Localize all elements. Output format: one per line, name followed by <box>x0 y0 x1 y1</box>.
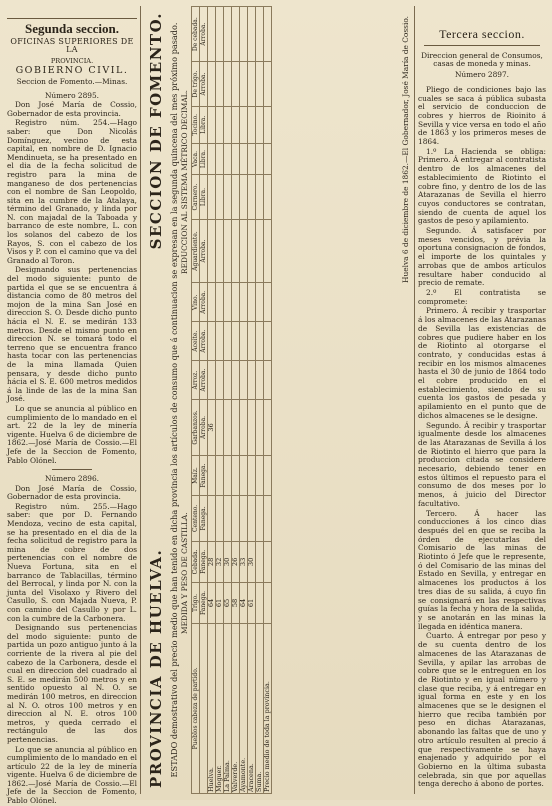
value-cell <box>216 7 224 62</box>
unit-header: Fanega. <box>200 496 208 541</box>
value-cell <box>240 400 248 456</box>
value-cell <box>232 143 240 175</box>
value-cell <box>248 455 256 495</box>
column-header: Cebada. <box>192 541 200 583</box>
pueblo-cell: La Palma. <box>224 623 232 793</box>
unit-header: Libra. <box>200 175 208 219</box>
value-cell <box>240 62 248 106</box>
value-cell: 65 <box>224 583 232 623</box>
value-cell <box>208 283 216 322</box>
value-cell <box>224 283 232 322</box>
value-cell <box>256 361 264 400</box>
value-cell <box>264 283 272 322</box>
column-header: Centeno. <box>192 496 200 541</box>
value-cell <box>216 361 224 400</box>
office-heading: OFICINAS SUPERIORES DE LA <box>10 36 134 55</box>
value-cell <box>208 322 216 361</box>
direction-heading: Direccion general de Consumos, casas de moneda y minas. <box>421 50 543 69</box>
seccion-heading: Seccion de Fomento.—Minas. <box>16 76 128 86</box>
value-cell: 61 <box>216 583 224 623</box>
value-cell <box>256 62 264 106</box>
value-cell <box>248 400 256 456</box>
value-cell <box>208 361 216 400</box>
value-cell <box>264 7 272 62</box>
value-cell <box>264 219 272 283</box>
value-cell <box>256 322 264 361</box>
notice-paragraph: Don José María de Cossio, Gobernador de esta provincia. <box>7 100 137 118</box>
value-cell <box>240 175 248 219</box>
value-cell <box>216 106 224 143</box>
value-cell: 64 <box>208 583 216 623</box>
value-cell: 28 <box>208 541 216 583</box>
value-cell <box>248 143 256 175</box>
summary-row <box>256 7 264 794</box>
value-cell <box>264 322 272 361</box>
column-header: De trigo. <box>192 62 200 106</box>
value-cell <box>248 62 256 106</box>
table-title-bar <box>143 6 169 794</box>
notice-paragraph: Registro núm. 254.—Hago saber: que Don Nicolás Domínguez, vecino de esta capital, en nombre de D. Ignacio Mendinueta, se ha presentado en el dia de la fecha solicitud de registro para la mina de manganeso de dos pertenencias con el nombre de San Leopoldo, sita en la cumbre de la Atalaya, término del Granado, y linda por N. con majadal de la Taboada y barranco de este nombre, L. con los solanos del cabezo de los Rayos, S. con el cabezo de los Visos y P. con el camino que va del Granado al Toron. <box>7 118 137 265</box>
value-cell <box>208 143 216 175</box>
medida-right: REDUCCION AL SISTEMA MÉTRICO DECIMAL. <box>180 90 189 274</box>
value-cell <box>216 496 224 541</box>
column-header: Aceite. <box>192 322 200 361</box>
unit-header: Fanega. <box>200 541 208 583</box>
table-subtitle: ESTADO demostrativo del precio medio que han tenido en dicha provincia los artículos de consumo que á continuacion se expresan en la segunda quincena del mes próximo pasado. <box>169 22 179 778</box>
value-cell <box>248 7 256 62</box>
value-cell <box>232 219 240 283</box>
value-cell <box>216 219 224 283</box>
value-cell <box>216 322 224 361</box>
value-cell <box>224 62 232 106</box>
value-cell <box>232 361 240 400</box>
notice-paragraph: Lo que se anuncia al público en cumplimiento de lo mandado en el art. 22 de la ley de minería vigente. Huelva 6 de diciembre de 1862.—José María de Cossio.—El Jefe de la Seccion de Fomento, Pablo Olónel. <box>7 403 137 465</box>
value-cell <box>208 7 216 62</box>
section-title: Segunda seccion. <box>7 18 137 34</box>
unit-header: Arroba. <box>200 283 208 322</box>
value-cell <box>232 496 240 541</box>
value-cell <box>216 400 224 456</box>
value-cell <box>264 496 272 541</box>
fomento-title: SECCION DE FOMENTO. <box>147 12 165 250</box>
notice-number: Número 2896. <box>44 474 100 484</box>
value-cell <box>208 496 216 541</box>
value-cell <box>264 400 272 456</box>
notice-paragraph: Don José María de Cossio, Gobernador de esta provincia. <box>7 483 137 502</box>
value-cell <box>256 106 264 143</box>
value-cell <box>208 455 216 495</box>
value-cell <box>240 283 248 322</box>
value-cell: 30 <box>248 541 256 583</box>
column-header: Trigo. <box>192 583 200 623</box>
value-cell <box>248 361 256 400</box>
notice-paragraph: Pliego de condiciones bajo las cuales se saca á pública subasta el servicio de conduccion de cobres y hierros de Rioinito á Sevilla y vice versa en todo el año de 1863 y los primeros meses de 1864. <box>418 84 546 147</box>
header-row <box>192 7 200 794</box>
value-cell <box>248 496 256 541</box>
column-header: De cebada. <box>192 7 200 62</box>
value-cell: 30 <box>224 541 232 583</box>
table-row <box>248 7 256 794</box>
value-cell <box>232 322 240 361</box>
summary-row <box>264 7 272 794</box>
value-cell <box>232 283 240 322</box>
value-cell <box>232 7 240 62</box>
value-cell <box>256 7 264 62</box>
notice-paragraph: Designando sus pertenencias del modo siguiente: punto de partida el que se se encuentra á distancia como de 80 metros del mojon de la mina San José en direccion S. O. Desde dicho punto hácia el N. E. se medirán 133 metros. Desde el mismo punto en direccion N. se tomará todo el terreno que se encuentra franco hasta tocar con las pertenencias de la mina llamada Quien pensara, y desde dicho punto hácia el S. E. 600 metros medidos á la linde de las de la mina San José. <box>7 265 137 404</box>
unit-header: Arroba. <box>200 219 208 283</box>
value-cell <box>216 62 224 106</box>
value-cell <box>224 400 232 456</box>
value-cell <box>240 7 248 62</box>
value-cell <box>208 175 216 219</box>
province-title: PROVINCIA DE HUELVA. <box>147 548 165 788</box>
value-cell <box>248 283 256 322</box>
column-header: Pueblos cabeza de partido. <box>192 623 200 793</box>
value-cell <box>224 143 232 175</box>
unit-header: Arroba. <box>200 322 208 361</box>
value-cell <box>224 322 232 361</box>
value-cell <box>240 361 248 400</box>
value-cell <box>240 455 248 495</box>
value-cell <box>224 496 232 541</box>
pueblo-cell: Aracena. <box>248 623 256 793</box>
value-cell: 58 <box>232 583 240 623</box>
value-cell <box>232 62 240 106</box>
value-cell <box>256 583 264 623</box>
value-cell <box>208 106 216 143</box>
column-header: Garbanzos. <box>192 400 200 456</box>
notice-number: Número 2895. <box>44 90 100 100</box>
value-cell <box>224 106 232 143</box>
value-cell <box>224 175 232 219</box>
unit-header: Arroba. <box>200 400 208 456</box>
table-row <box>224 7 232 794</box>
notice-number: Número 2897. <box>454 70 510 80</box>
notice-paragraph: Primero. Á recibir y trasportar á los almacenes de las Atarazanas de Sevilla las existencias de cobres que pudiere haber en los de Riotinto al otorgarse el contrato, y conducidas estas á recibir en los mismos almacenes hasta el 30 de junio de 1864 todo el cobre producido en el establecimiento, siendo de su cuenta los gastos de pesada y apilamiento en el punto que de dichos almacenes se le designe. <box>418 306 546 420</box>
value-cell <box>208 62 216 106</box>
value-cell <box>248 219 256 283</box>
notice-paragraph: 1.º La Hacienda se obliga: Primero. Á entregar al contratista dentro de los almacenes del establecimiento de Riotinto el cobre fino, y dentro de los de las Atarazanas de Sevilla el hierro cuyos conductores se contratan, siendo de cuenta de aquel los gastos de peso y apilamiento. <box>418 146 546 226</box>
value-cell <box>216 175 224 219</box>
value-cell <box>224 7 232 62</box>
value-cell <box>216 283 224 322</box>
left-column <box>7 10 137 806</box>
value-cell <box>232 400 240 456</box>
unit-header: Arroba. <box>200 62 208 106</box>
notice-paragraph: Designando sus pertenencias del modo siguiente: punto de partida un pozo antiguo junto á la corriente de la rivera al pie del cabezo de la Carbonera, desde el cual en direccion del cuadrado al S. E. se medirán 500 metros y en sentido opuesto al N. O. se medirán 100 metros, en direccion al N. O. otros 100 metros y en direccion al N. E. otros 100 metros, y queda cerrado el rectángulo de las dos pertenencias. <box>7 623 137 744</box>
value-cell <box>240 322 248 361</box>
pueblo-cell: Moguer. <box>216 623 224 793</box>
column-divider <box>140 6 141 794</box>
column-header: Arroz. <box>192 361 200 400</box>
value-cell: 33 <box>240 541 248 583</box>
notice-paragraph: Segundo. Á satisfacer por meses vencidos, y prévia la oportuna consignacion de fondos, el importe de los quintales y arrobas que de ambos artículos resultare haber conducido al precio de remate. <box>418 226 546 288</box>
office-subheading: PROVINCIA. <box>50 56 94 65</box>
value-cell: 64 <box>240 583 248 623</box>
value-cell: 36 <box>208 400 216 456</box>
notice-paragraph: Segundo. Á recibir y trasportar igualmente desde los almacenes de las Atarazanas de Sevilla á los de Riotinto el hierro que para la produccion citada se considere necesario, debiendo tener en estos últimos el repuesto para el consumo de dos meses por lo menos, á juicio del Director facultativo. <box>418 420 546 508</box>
table-row <box>216 7 224 794</box>
column-header: Tocino. <box>192 106 200 143</box>
pueblo-cell: Huelva. <box>208 623 216 793</box>
unit-row <box>200 7 208 794</box>
gobierno-heading: GOBIERNO CIVIL. <box>15 65 129 77</box>
price-table <box>191 6 272 794</box>
value-cell <box>256 400 264 456</box>
notice-paragraph: Lo que se anuncia al público en cumplimiento de lo mandado en el artículo 22 de la ley de minería vigente. Huelva 6 de diciembre de 1862.—José María de Cossio.—El Jefe de la Seccion de Fomento, Pablo Olónel. <box>7 744 137 806</box>
value-cell <box>216 455 224 495</box>
value-cell <box>224 219 232 283</box>
value-cell <box>240 143 248 175</box>
pueblo-cell: Valverde. <box>232 623 240 793</box>
right-column <box>418 10 546 792</box>
unit-header: Arroba. <box>200 7 208 62</box>
unit-header: Arroba. <box>200 361 208 400</box>
unit-header: Fanega. <box>200 583 208 623</box>
value-cell <box>264 143 272 175</box>
value-cell <box>264 62 272 106</box>
column-header: Maíz. <box>192 455 200 495</box>
value-cell <box>232 175 240 219</box>
table-row <box>232 7 240 794</box>
section-title: Tercera seccion. <box>439 27 525 41</box>
column-header: Carnero. <box>192 175 200 219</box>
value-cell <box>248 106 256 143</box>
value-cell <box>232 455 240 495</box>
value-cell <box>256 219 264 283</box>
unit-header: Fanega. <box>200 455 208 495</box>
unit-header: Libra. <box>200 106 208 143</box>
value-cell <box>264 175 272 219</box>
value-cell <box>240 219 248 283</box>
medida-left: MEDIDA Y PESO DE CASTILLA. <box>180 512 189 634</box>
column-header: Vaca. <box>192 143 200 175</box>
notice-paragraph: Cuarto. Á entregar por peso y de su cuenta dentro de los almacenes de las Atarazanas de Sevilla, y apilar las arrobas de cobre que se le entreguen en los de Riotinto y en igual número y clase que reciba, y á entregar en igual forma en este y en los almacenes que se le designen el hierro que reciba también por peso en dichas Atarazanas, abonando las faltas que de uno y otro artículo resulten al precio á que respectivamente se haya enajenado y adquirido por el Gobierno en la última subasta celebrada, sin que por aquellas tenga derecho á abono de portes. <box>418 631 546 789</box>
value-cell <box>264 455 272 495</box>
summary-label: Suma. <box>256 623 264 793</box>
table-row <box>240 7 248 794</box>
value-cell <box>248 322 256 361</box>
value-cell <box>256 175 264 219</box>
value-cell <box>224 361 232 400</box>
column-divider <box>414 6 415 794</box>
value-cell <box>240 496 248 541</box>
column-header: Vino. <box>192 283 200 322</box>
value-cell: 32 <box>216 541 224 583</box>
value-cell <box>232 106 240 143</box>
value-cell <box>256 455 264 495</box>
value-cell <box>208 219 216 283</box>
summary-label: Precio medio de toda la provincia. <box>264 623 272 793</box>
pueblo-cell: Ayamonte. <box>240 623 248 793</box>
value-cell <box>256 541 264 583</box>
value-cell <box>240 106 248 143</box>
value-cell <box>264 361 272 400</box>
value-cell <box>256 143 264 175</box>
separator <box>424 45 540 46</box>
notice-paragraph: 2.º El contratista se compromete: <box>418 287 546 306</box>
value-cell <box>224 455 232 495</box>
value-cell <box>216 143 224 175</box>
value-cell: 26 <box>232 541 240 583</box>
table-footer: Huelva 6 de diciembre de 1862.—El Gobernador, José María de Cossio. <box>401 16 410 283</box>
value-cell <box>264 106 272 143</box>
separator <box>52 469 92 470</box>
value-cell <box>256 496 264 541</box>
notice-paragraph: Registro núm. 255.—Hago saber: que por D. Fernando Mendoza, vecino de esta capital, se ha presentado en el dia de la fecha solicitud de registro para la mina de cobre de dos pertenencias con el nombre de Nueva Fortuna, sita en el barranco de Tablacillas, término del Berrocal, y linda por N. con la junta del Visolaxo y Rivero del Casullo, S. con Majada Nueva, P. con camino del Casullo y por L. con la cumbre de la Carbonera. <box>7 501 137 623</box>
value-cell <box>248 175 256 219</box>
column-header: Aguardiente. <box>192 219 200 283</box>
price-table-region <box>143 6 413 794</box>
value-cell <box>264 583 272 623</box>
value-cell: 61 <box>248 583 256 623</box>
value-cell <box>256 283 264 322</box>
unit-header: Libra. <box>200 143 208 175</box>
notice-paragraph: Tercero. Á hacer las conducciones á los cinco dias después del en que se reciba la órden de ejecutarlas del Comisario de las minas de Riotinto ó Jefe que le represente, ó del Comisario de las minas del Estado en Sevilla, y entregar en almacenes los productos á los tres dias de su salida, á cuyo fin se consignará en las respectivas guías la fecha y hora de la salida, y se anotarán en las minas la llegada en idéntica manera. <box>418 508 546 631</box>
table-row <box>208 7 216 794</box>
value-cell <box>264 541 272 583</box>
